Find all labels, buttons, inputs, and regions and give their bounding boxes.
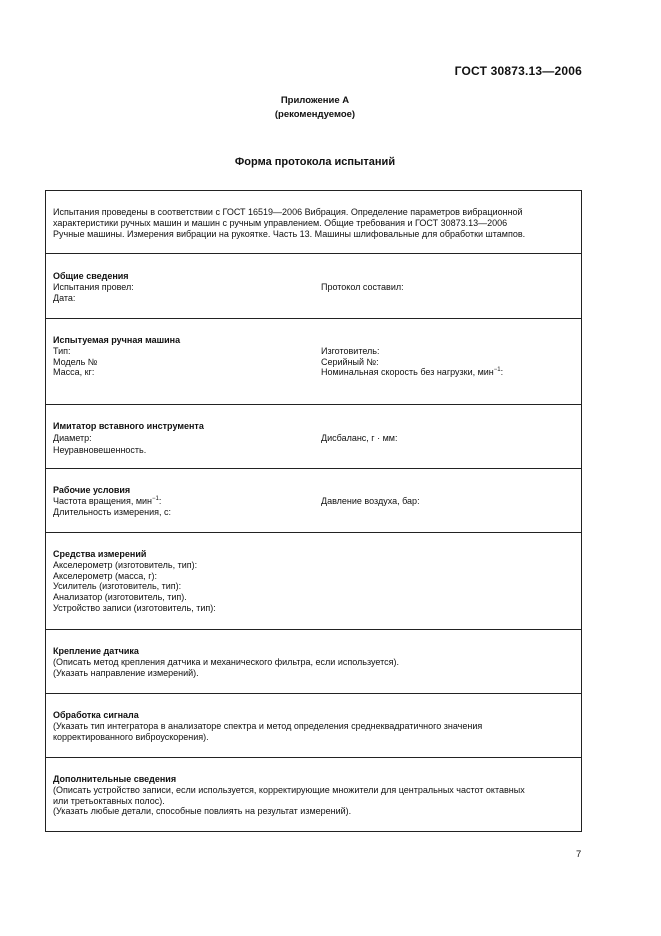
serial-field: Серийный №: [321,356,379,367]
duration-field: Длительность измерения, с: [53,506,172,517]
accelerometer-mass-field: Акселерометр (масса, г): [53,570,158,581]
additional-line-2: или третьоктавных полос). [53,795,165,806]
speed-field: Номинальная скорость без нагрузки, мин$^{-1}$: [321,367,504,378]
protocol-form [45,190,582,832]
diameter-field: Диаметр: [53,432,92,443]
mounting-section [46,630,581,694]
signal-line-1: (Указать тип интегратора в анализаторе спектра и метод определения среднеквадратичного значения [53,720,483,731]
standard-id: ГОСТ 30873.13—2006 [454,64,582,78]
intro-line-3: Ручные машины. Измерения вибрации на рукоятке. Часть 13. Машины шлифовальные для обработки штампов. [53,228,526,239]
accelerometer-maker-field: Акселерометр (изготовитель, тип): [53,559,198,570]
amplifier-field: Усилитель (изготовитель, тип): [53,581,182,592]
mounting-line-1: (Описать метод крепления датчика и механического фильтра, если используется). [53,656,399,667]
page-number: 7 [576,849,582,860]
measurement-heading: Средства измерений [53,549,147,559]
recorder-field: Устройство записи (изготовитель, тип): [53,602,216,613]
appendix-header [0,94,630,122]
air-pressure-field: Давление воздуха, бар: [321,495,420,506]
additional-section [46,758,581,831]
model-field: Модель № [53,356,98,367]
imbalance-field: Неуравновешенность. [53,444,147,455]
signal-heading: Обработка сигнала [53,710,139,720]
protocol-by-field: Протокол составил: [321,281,404,292]
manufacturer-field: Изготовитель: [321,345,380,356]
general-section [46,254,581,319]
simulator-heading: Имитатор вставного инструмента [53,421,204,431]
mounting-heading: Крепление датчика [53,646,139,656]
analyzer-field: Анализатор (изготовитель, тип). [53,592,187,603]
tested-by-field: Испытания провел: [53,281,134,292]
signal-line-2: корректированного виброускорения). [53,731,209,742]
imbalance-unit-field: Дисбаланс, г · мм: [321,432,398,443]
mass-field: Масса, кг: [53,367,95,378]
mounting-line-2: (Указать направление измерений). [53,667,199,678]
operating-heading: Рабочие условия [53,485,131,495]
date-field: Дата: [53,292,76,303]
intro-line-2: характеристики ручных машин и машин с ручным управлением. Общие требования и ГОСТ 30873.13—2006 [53,217,508,228]
machine-section [46,319,581,405]
rotation-field: Частота вращения, мин$^{-1}$: [53,495,162,506]
machine-type-field: Тип: [53,345,71,356]
appendix-note: (рекомендуемое) [274,109,356,120]
appendix-title: Приложение А [280,95,350,106]
measurement-section [46,533,581,630]
signal-section [46,694,581,758]
machine-heading: Испытуемая ручная машина [53,335,181,345]
simulator-section [46,405,581,469]
additional-heading: Дополнительные сведения [53,774,177,784]
intro-section [46,191,581,254]
general-heading: Общие сведения [53,271,129,281]
form-title: Форма протокола испытаний [234,156,396,168]
intro-line-1: Испытания проведены в соответствии с ГОСТ 16519—2006 Вибрация. Определение параметров вибрационной [53,207,523,217]
additional-line-1: (Описать устройство записи, если используется, корректирующие множители для центральных частот октавных [53,784,525,795]
additional-line-3: (Указать любые детали, способные повлиять на результат измерений). [53,806,352,817]
operating-section [46,469,581,533]
